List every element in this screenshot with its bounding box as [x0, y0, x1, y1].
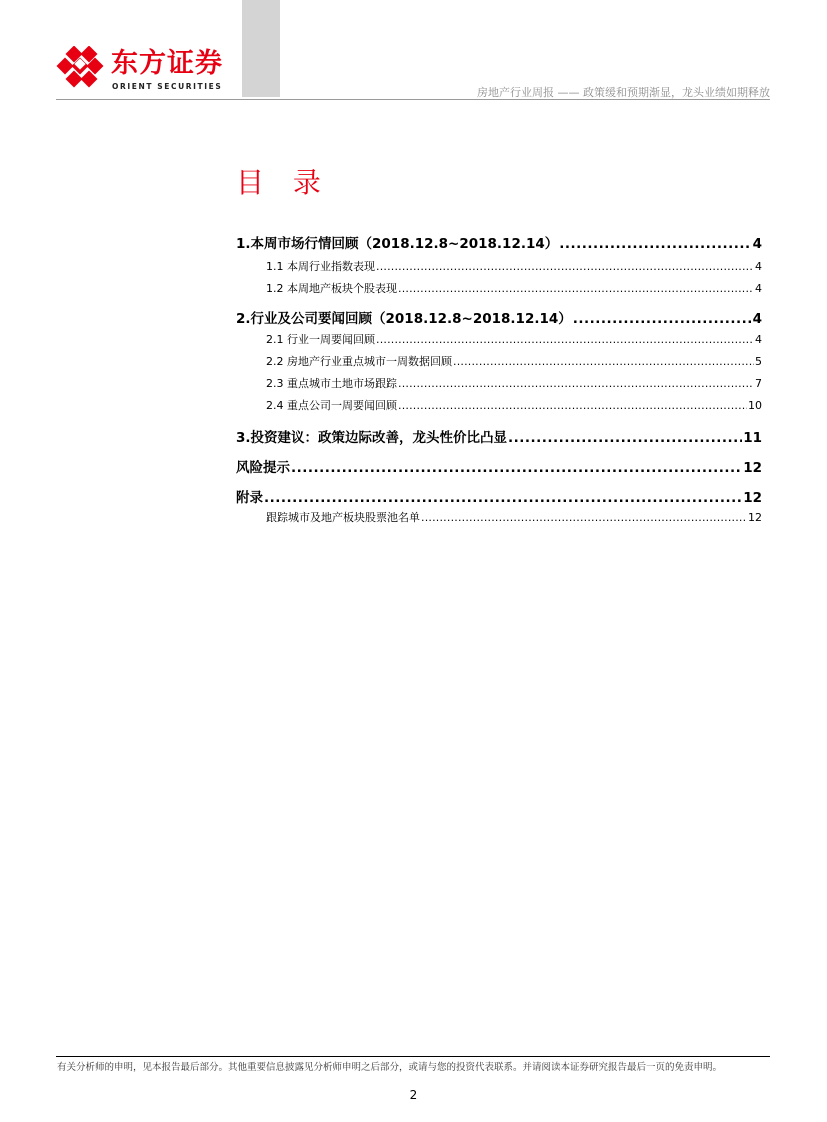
toc-entry-label: 2.行业及公司要闻回顾（2018.12.8~2018.12.14）: [236, 311, 572, 327]
toc-entry-page: 4: [752, 236, 762, 252]
toc-entry-page: 4: [752, 311, 762, 327]
toc-entry-2-2[interactable]: [266, 353, 762, 369]
toc-leader-dots: [421, 511, 747, 524]
toc-entry-1-1[interactable]: [266, 258, 762, 274]
toc-entry-label: 跟踪城市及地产板块股票池名单: [266, 511, 420, 524]
toc-entry-2-4[interactable]: [266, 397, 762, 413]
toc-entry-label: 3.投资建议：政策边际改善，龙头性价比凸显: [236, 430, 508, 446]
header-gray-band: [242, 0, 280, 97]
company-logo: [56, 46, 223, 96]
toc-leader-dots: [291, 460, 742, 476]
toc-entry-page: 5: [755, 355, 762, 368]
toc-entry-2-3[interactable]: [266, 375, 762, 391]
toc-leader-dots: [398, 282, 754, 295]
header-divider: [56, 99, 770, 100]
logo-english-name: ORIENT SECURITIES: [112, 82, 223, 91]
toc-entry-section-2[interactable]: [236, 307, 762, 327]
toc-entry-label: 2.3 重点城市土地市场跟踪: [266, 377, 397, 390]
toc-leader-dots: [376, 260, 754, 273]
page-number: 2: [409, 1088, 418, 1102]
footer-disclaimer: 有关分析师的申明，见本报告最后部分。其他重要信息披露见分析师申明之后部分，或请与您的投资代表联系。并请阅读本证券研究报告最后一页的免责申明。: [57, 1062, 723, 1073]
toc-entry-page: 7: [755, 377, 762, 390]
report-header-title: 房地产行业周报 —— 政策缓和预期渐显，龙头业绩如期释放: [477, 86, 770, 99]
toc-entry-label: 1.1 本周行业指数表现: [266, 260, 375, 273]
toc-entry-section-3[interactable]: [236, 426, 762, 446]
toc-entry-page: 11: [743, 430, 762, 446]
toc-leader-dots: [398, 399, 747, 412]
toc-leader-dots: [264, 490, 742, 506]
toc-entry-appendix-list[interactable]: [266, 509, 762, 525]
toc-title: 目 录: [236, 166, 331, 199]
toc-entry-2-1[interactable]: [266, 331, 762, 347]
footer-divider: [56, 1056, 770, 1057]
toc-entry-label: 附录: [236, 490, 263, 506]
toc-leader-dots: [398, 377, 754, 390]
toc-leader-dots: [453, 355, 754, 368]
toc-entry-page: 4: [755, 260, 762, 273]
toc-entry-page: 12: [743, 460, 762, 476]
toc-entry-page: 12: [748, 511, 762, 524]
toc-entry-page: 12: [743, 490, 762, 506]
toc-entry-label: 1.本周市场行情回顾（2018.12.8~2018.12.14）: [236, 236, 559, 252]
toc-entry-page: 4: [755, 282, 762, 295]
toc-entry-page: 10: [748, 399, 762, 412]
orient-logo-icon: [56, 46, 106, 96]
toc-leader-dots: [376, 333, 754, 346]
toc-entry-label: 2.4 重点公司一周要闻回顾: [266, 399, 397, 412]
toc-leader-dots: [508, 430, 742, 446]
toc-leader-dots: [559, 236, 751, 252]
logo-chinese-name: 东方证券: [111, 48, 223, 79]
toc-entry-label: 2.1 行业一周要闻回顾: [266, 333, 375, 346]
toc-entry-section-1[interactable]: [236, 232, 762, 252]
toc-entry-risk[interactable]: [236, 456, 762, 476]
toc-entry-label: 风险提示: [236, 460, 290, 476]
toc-entry-1-2[interactable]: [266, 280, 762, 296]
toc-entry-label: 2.2 房地产行业重点城市一周数据回顾: [266, 355, 452, 368]
toc-entry-appendix[interactable]: [236, 486, 762, 506]
toc-leader-dots: [573, 311, 752, 327]
toc-entry-page: 4: [755, 333, 762, 346]
toc-entry-label: 1.2 本周地产板块个股表现: [266, 282, 397, 295]
